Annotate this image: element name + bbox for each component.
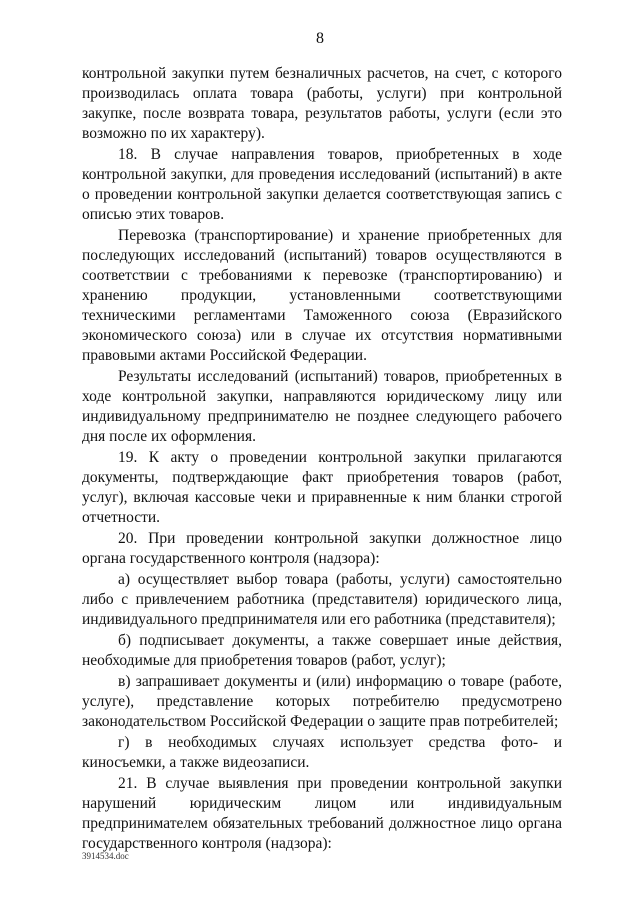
paragraph-19: 19. К акту о проведении контрольной закупки прилагаются документы, подтверждающие факт приобретения товаров (работ, услуг), включая кассовые чеки и приравненные к ним бланки строгой отчетности. [82,449,562,526]
paragraph-21: 21. В случае выявления при проведении контрольной закупки нарушений юридическим лицом или индивидуальным предпринимателем обязательных требований должностное лицо органа государственного контроля (надзора): [82,775,562,852]
paragraph-18: 18. В случае направления товаров, приобретенных в ходе контрольной закупки, для проведения исследований (испытаний) в акте о проведении контрольной закупки делается соответствующая запись с описью этих товаров. [82,146,562,223]
paragraph-20g: г) в необходимых случаях использует средства фото- и киносъемки, а также видеозаписи. [82,734,562,771]
paragraph-20: 20. При проведении контрольной закупки должностное лицо органа государственного контроля (надзора): [82,530,562,567]
document-filename: 3914534.doc [82,851,129,861]
paragraph-20a: а) осуществляет выбор товара (работы, услуги) самостоятельно либо с привлечением работника (представителя) юридического лица, индивидуального предпринимателя или его работника (представителя); [82,571,562,628]
document-body [82,64,562,855]
page-number: 8 [316,30,324,47]
paragraph-continuation: контрольной закупки путем безналичных расчетов, на счет, с которого производилась оплата товара (работы, услуги) при контрольной закупке, после возврата товара, результатов работы, услуги (если это возможно по их характеру). [82,65,562,142]
paragraph-20b: б) подписывает документы, а также совершает иные действия, необходимые для приобретения товаров (работ, услуг); [82,632,562,669]
paragraph-results: Результаты исследований (испытаний) товаров, приобретенных в ходе контрольной закупки, направляются юридическому лицу или индивидуальному предпринимателю не позднее следующего рабочего дня после их оформления. [82,368,562,445]
paragraph-transport: Перевозка (транспортирование) и хранение приобретенных для последующих исследований (испытаний) товаров осуществляются в соответствии с требованиями к перевозке (транспортированию) и хранению продукции, установленными соответствующими техническими регламентами Таможенного союза (Евразийского экономического союза) или в случае их отсутствия нормативными правовыми актами Российской Федерации. [82,227,562,364]
paragraph-20v: в) запрашивает документы и (или) информацию о товаре (работе, услуге), представление которых потребителю предусмотрено законодательством Российской Федерации о защите прав потребителей; [82,673,562,730]
